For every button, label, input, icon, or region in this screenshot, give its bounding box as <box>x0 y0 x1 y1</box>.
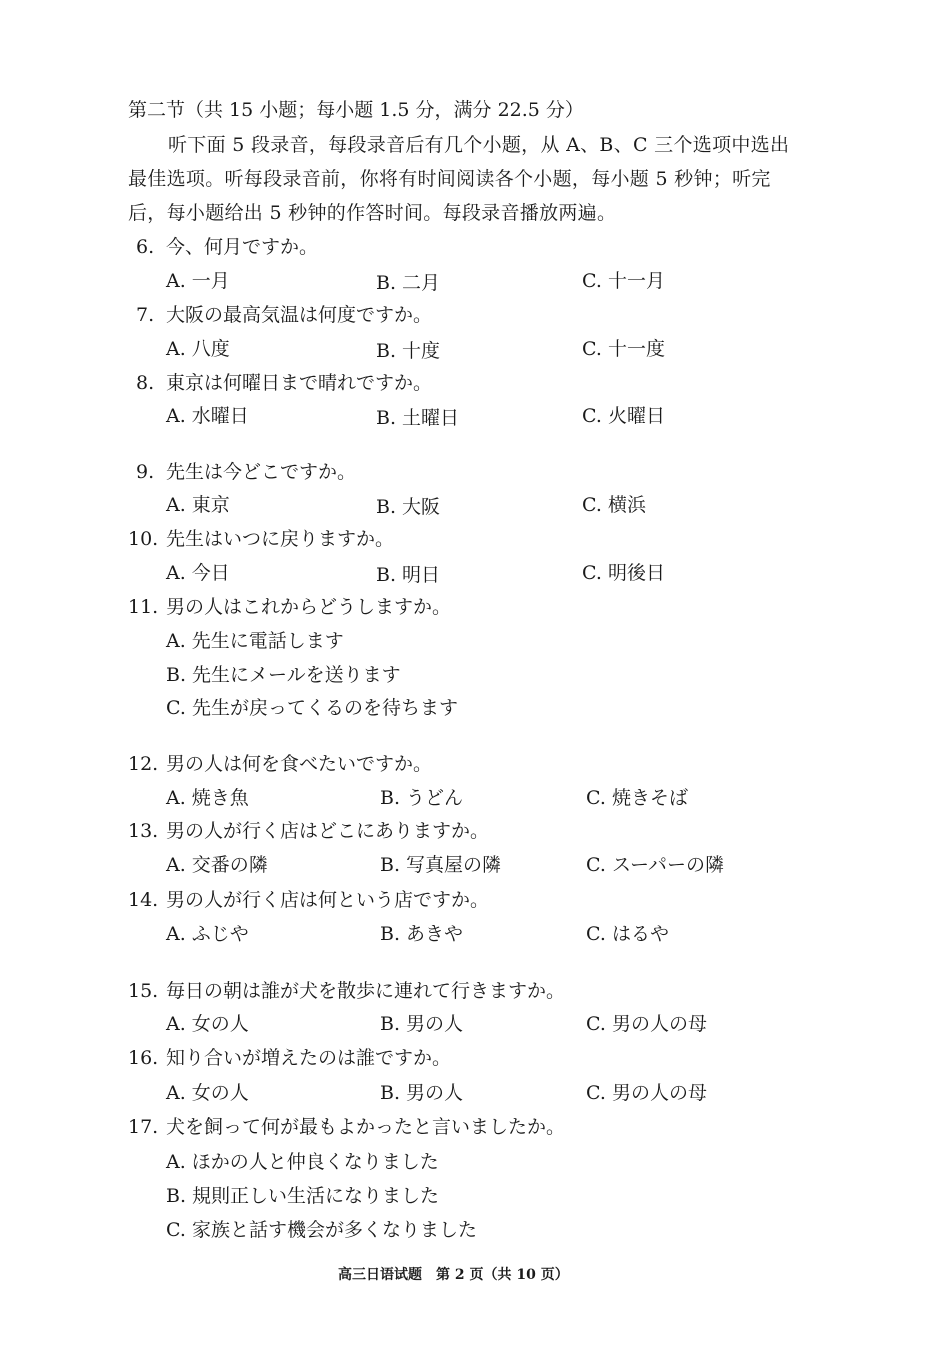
option-a: A. 焼き魚 <box>166 787 249 809</box>
option-c: C. 男の人の母 <box>586 1082 707 1104</box>
option-b: B. 土曜日 <box>376 407 460 429</box>
option-b: B. 男の人 <box>380 1082 464 1104</box>
question-text: 先生はいつに戻りますか。 <box>166 528 395 550</box>
option-a: A. ふじや <box>166 923 249 945</box>
option-a: A. 八度 <box>166 338 230 360</box>
option-c: C. 十一度 <box>582 338 665 360</box>
question-text: 知り合いが増えたのは誰ですか。 <box>166 1047 452 1069</box>
option-c: C. 十一月 <box>582 270 665 292</box>
option-a: A. 一月 <box>166 270 230 292</box>
option-a: A. 今日 <box>166 562 230 584</box>
option-b: B. うどん <box>380 787 464 809</box>
question-text: 先生は今どこですか。 <box>166 461 357 483</box>
option-b: B. 大阪 <box>376 496 441 518</box>
instruction-line-2: 最佳选项。听每段录音前，你将有时间阅读各个小题，每小题 5 秒钟；听完 <box>128 168 771 190</box>
option-b: B. 先生にメールを送ります <box>166 664 401 686</box>
option-c: C. 焼きそば <box>586 787 688 809</box>
option-b: B. 男の人 <box>380 1013 464 1035</box>
option-c: C. 先生が戻ってくるのを待ちます <box>166 697 458 719</box>
option-b: B. 規則正しい生活になりました <box>166 1185 440 1207</box>
option-a: A. 交番の隣 <box>166 854 268 876</box>
question-text: 犬を飼って何が最もよかったと言いましたか。 <box>166 1116 566 1138</box>
instruction-line-1: 听下面 5 段录音，每段录音后有几个小题，从 A、B、C 三个选项中选出 <box>168 134 790 156</box>
option-a: A. 先生に電話します <box>166 630 344 652</box>
question-text: 男の人が行く店は何という店ですか。 <box>166 889 490 911</box>
option-a: A. ほかの人と仲良くなりました <box>166 1151 439 1173</box>
option-b: B. 十度 <box>376 340 441 362</box>
option-c: C. 横浜 <box>582 494 646 516</box>
question-text: 男の人はこれからどうしますか。 <box>166 596 452 618</box>
option-b: B. 写真屋の隣 <box>380 854 502 876</box>
question-text: 毎日の朝は誰が犬を散歩に連れて行きますか。 <box>166 980 566 1002</box>
option-b: B. あきや <box>380 923 464 945</box>
option-c: C. 明後日 <box>582 562 665 584</box>
question-number: 6. <box>136 236 155 258</box>
question-number: 8. <box>136 372 155 394</box>
question-number: 11. <box>128 596 159 618</box>
question-text: 男の人は何を食べたいですか。 <box>166 753 433 775</box>
question-text: 大阪の最高気温は何度ですか。 <box>166 304 433 326</box>
option-c: C. 家族と話す機会が多くなりました <box>166 1219 477 1241</box>
option-a: A. 女の人 <box>166 1013 249 1035</box>
question-text: 東京は何曜日まで晴れですか。 <box>166 372 433 394</box>
option-a: A. 東京 <box>166 494 230 516</box>
question-number: 14. <box>128 889 159 911</box>
question-number: 13. <box>128 820 159 842</box>
question-number: 7. <box>136 304 155 326</box>
question-number: 12. <box>128 753 159 775</box>
option-c: C. はるや <box>586 923 669 945</box>
option-a: A. 水曜日 <box>166 405 249 427</box>
option-c: C. 火曜日 <box>582 405 665 427</box>
option-b: B. 二月 <box>376 272 441 294</box>
section-title: 第二节（共 15 小题；每小题 1.5 分，满分 22.5 分） <box>128 99 584 121</box>
question-number: 10. <box>128 528 159 550</box>
question-number: 15. <box>128 980 159 1002</box>
question-number: 16. <box>128 1047 159 1069</box>
option-a: A. 女の人 <box>166 1082 249 1104</box>
option-c: C. スーパーの隣 <box>586 854 725 876</box>
question-text: 今、何月ですか。 <box>166 236 319 258</box>
question-number: 17. <box>128 1116 159 1138</box>
option-c: C. 男の人の母 <box>586 1013 707 1035</box>
option-b: B. 明日 <box>376 564 441 586</box>
question-number: 9. <box>136 461 155 483</box>
page-footer: 高三日语试题 第 2 页（共 10 页） <box>338 1267 569 1283</box>
instruction-line-3: 后，每小题给出 5 秒钟的作答时间。每段录音播放两遍。 <box>128 202 617 224</box>
question-text: 男の人が行く店はどこにありますか。 <box>166 820 490 842</box>
